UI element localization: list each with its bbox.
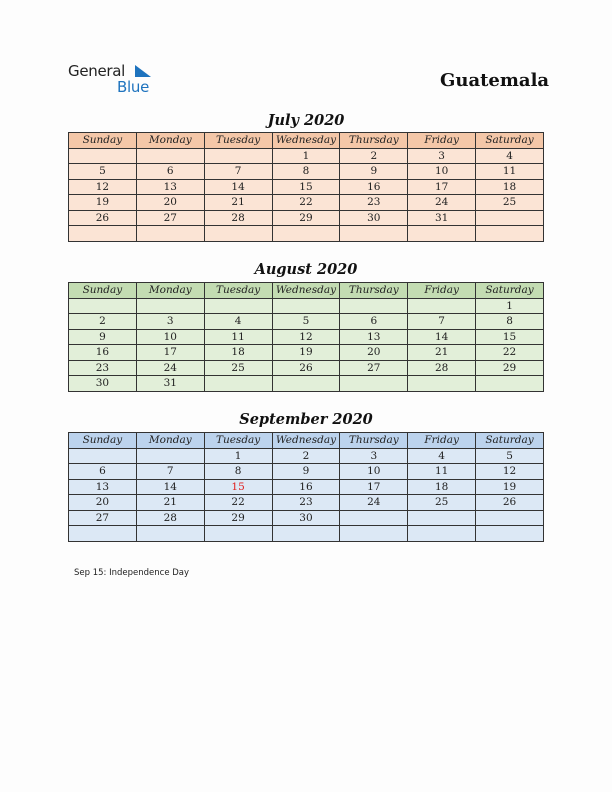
day-cell: 30 bbox=[69, 376, 137, 392]
day-cell bbox=[476, 526, 544, 542]
day-cell: 28 bbox=[204, 210, 272, 226]
day-cell: 9 bbox=[272, 464, 340, 480]
day-cell: 12 bbox=[69, 179, 137, 195]
day-cell: 20 bbox=[340, 345, 408, 361]
day-cell: 19 bbox=[69, 195, 137, 211]
day-cell: 5 bbox=[69, 164, 137, 180]
logo-text-blue: Blue bbox=[117, 78, 149, 96]
day-cell: 26 bbox=[272, 360, 340, 376]
day-cell bbox=[340, 376, 408, 392]
week-row bbox=[69, 195, 544, 211]
day-cell: 31 bbox=[136, 376, 204, 392]
weekday-header-row bbox=[69, 433, 544, 449]
day-cell bbox=[340, 298, 408, 314]
week-row bbox=[69, 148, 544, 164]
day-cell: 7 bbox=[204, 164, 272, 180]
day-cell bbox=[476, 210, 544, 226]
day-cell: 15 bbox=[272, 179, 340, 195]
week-row bbox=[69, 164, 544, 180]
calendar-july bbox=[68, 132, 544, 242]
weekday-header: Sunday bbox=[69, 283, 137, 299]
weekday-header: Saturday bbox=[476, 133, 544, 149]
day-cell bbox=[204, 298, 272, 314]
day-cell: 29 bbox=[476, 360, 544, 376]
weekday-header: Wednesday bbox=[272, 133, 340, 149]
day-cell: 1 bbox=[476, 298, 544, 314]
weekday-header: Wednesday bbox=[272, 283, 340, 299]
day-cell bbox=[272, 376, 340, 392]
day-cell: 16 bbox=[340, 179, 408, 195]
day-cell: 3 bbox=[136, 314, 204, 330]
day-cell: 20 bbox=[136, 195, 204, 211]
day-cell: 24 bbox=[136, 360, 204, 376]
day-cell: 6 bbox=[136, 164, 204, 180]
day-cell bbox=[136, 226, 204, 242]
day-cell: 18 bbox=[204, 345, 272, 361]
day-cell: 22 bbox=[476, 345, 544, 361]
weekday-header: Monday bbox=[136, 433, 204, 449]
day-cell: 15 bbox=[204, 479, 272, 495]
day-cell: 16 bbox=[69, 345, 137, 361]
weekday-header: Saturday bbox=[476, 283, 544, 299]
day-cell bbox=[408, 226, 476, 242]
day-cell: 2 bbox=[272, 448, 340, 464]
day-cell: 13 bbox=[136, 179, 204, 195]
day-cell: 1 bbox=[204, 448, 272, 464]
week-row bbox=[69, 510, 544, 526]
day-cell: 10 bbox=[340, 464, 408, 480]
day-cell: 13 bbox=[340, 329, 408, 345]
day-cell bbox=[69, 448, 137, 464]
day-cell: 3 bbox=[408, 148, 476, 164]
day-cell: 14 bbox=[204, 179, 272, 195]
day-cell: 13 bbox=[69, 479, 137, 495]
holiday-note: Sep 15: Independence Day bbox=[74, 568, 190, 578]
day-cell: 10 bbox=[408, 164, 476, 180]
day-cell: 8 bbox=[272, 164, 340, 180]
day-cell: 29 bbox=[204, 510, 272, 526]
day-cell: 4 bbox=[408, 448, 476, 464]
day-cell: 24 bbox=[340, 495, 408, 511]
day-cell: 17 bbox=[340, 479, 408, 495]
weekday-header: Friday bbox=[408, 133, 476, 149]
day-cell: 17 bbox=[408, 179, 476, 195]
day-cell: 22 bbox=[204, 495, 272, 511]
calendar-september bbox=[68, 432, 544, 542]
day-cell: 2 bbox=[69, 314, 137, 330]
day-cell bbox=[69, 226, 137, 242]
day-cell: 2 bbox=[340, 148, 408, 164]
day-cell: 8 bbox=[204, 464, 272, 480]
logo-triangle-icon bbox=[134, 64, 152, 78]
day-cell: 9 bbox=[69, 329, 137, 345]
logo-text-general: General bbox=[68, 62, 126, 80]
day-cell: 1 bbox=[272, 148, 340, 164]
day-cell: 7 bbox=[136, 464, 204, 480]
day-cell bbox=[476, 226, 544, 242]
day-cell bbox=[204, 148, 272, 164]
day-cell bbox=[69, 526, 137, 542]
day-cell bbox=[204, 526, 272, 542]
day-cell: 4 bbox=[476, 148, 544, 164]
weekday-header: Monday bbox=[136, 133, 204, 149]
day-cell bbox=[272, 526, 340, 542]
month-title-september: September 2020 bbox=[239, 411, 373, 428]
day-cell bbox=[69, 148, 137, 164]
day-cell bbox=[204, 226, 272, 242]
day-cell: 25 bbox=[408, 495, 476, 511]
day-cell: 30 bbox=[340, 210, 408, 226]
week-row bbox=[69, 210, 544, 226]
day-cell bbox=[340, 526, 408, 542]
day-cell bbox=[204, 376, 272, 392]
weekday-header: Tuesday bbox=[204, 433, 272, 449]
day-cell: 15 bbox=[476, 329, 544, 345]
weekday-header: Wednesday bbox=[272, 433, 340, 449]
day-cell: 29 bbox=[272, 210, 340, 226]
day-cell bbox=[136, 298, 204, 314]
day-cell: 28 bbox=[136, 510, 204, 526]
day-cell: 21 bbox=[136, 495, 204, 511]
day-cell: 22 bbox=[272, 195, 340, 211]
day-cell: 5 bbox=[476, 448, 544, 464]
day-cell: 21 bbox=[204, 195, 272, 211]
day-cell: 31 bbox=[408, 210, 476, 226]
day-cell: 9 bbox=[340, 164, 408, 180]
country-title: Guatemala bbox=[440, 70, 550, 91]
week-row bbox=[69, 345, 544, 361]
weekday-header-row bbox=[69, 133, 544, 149]
day-cell bbox=[69, 298, 137, 314]
week-row bbox=[69, 314, 544, 330]
week-row bbox=[69, 329, 544, 345]
week-row bbox=[69, 376, 544, 392]
week-row bbox=[69, 479, 544, 495]
day-cell: 26 bbox=[476, 495, 544, 511]
weekday-header: Thursday bbox=[340, 283, 408, 299]
day-cell bbox=[476, 510, 544, 526]
day-cell: 18 bbox=[408, 479, 476, 495]
weekday-header: Tuesday bbox=[204, 133, 272, 149]
day-cell bbox=[340, 510, 408, 526]
day-cell: 18 bbox=[476, 179, 544, 195]
generalblue-logo bbox=[68, 62, 168, 96]
day-cell bbox=[136, 448, 204, 464]
day-cell: 17 bbox=[136, 345, 204, 361]
day-cell: 11 bbox=[204, 329, 272, 345]
day-cell: 24 bbox=[408, 195, 476, 211]
day-cell bbox=[136, 148, 204, 164]
day-cell: 23 bbox=[340, 195, 408, 211]
weekday-header: Thursday bbox=[340, 433, 408, 449]
day-cell bbox=[272, 226, 340, 242]
day-cell: 30 bbox=[272, 510, 340, 526]
day-cell: 27 bbox=[340, 360, 408, 376]
weekday-header: Friday bbox=[408, 433, 476, 449]
week-row bbox=[69, 298, 544, 314]
day-cell bbox=[408, 298, 476, 314]
day-cell: 7 bbox=[408, 314, 476, 330]
weekday-header: Sunday bbox=[69, 433, 137, 449]
day-cell bbox=[408, 376, 476, 392]
day-cell: 19 bbox=[272, 345, 340, 361]
weekday-header: Friday bbox=[408, 283, 476, 299]
day-cell bbox=[408, 510, 476, 526]
weekday-header: Monday bbox=[136, 283, 204, 299]
day-cell: 6 bbox=[69, 464, 137, 480]
day-cell bbox=[408, 526, 476, 542]
day-cell: 25 bbox=[476, 195, 544, 211]
day-cell: 23 bbox=[272, 495, 340, 511]
day-cell: 6 bbox=[340, 314, 408, 330]
month-title-august: August 2020 bbox=[254, 261, 358, 278]
week-row bbox=[69, 526, 544, 542]
weekday-header-row bbox=[69, 283, 544, 299]
day-cell: 3 bbox=[340, 448, 408, 464]
week-row bbox=[69, 448, 544, 464]
weekday-header: Tuesday bbox=[204, 283, 272, 299]
day-cell: 27 bbox=[136, 210, 204, 226]
day-cell bbox=[476, 376, 544, 392]
day-cell: 5 bbox=[272, 314, 340, 330]
weekday-header: Saturday bbox=[476, 433, 544, 449]
week-row bbox=[69, 464, 544, 480]
weekday-header: Thursday bbox=[340, 133, 408, 149]
day-cell: 8 bbox=[476, 314, 544, 330]
day-cell: 16 bbox=[272, 479, 340, 495]
day-cell: 11 bbox=[408, 464, 476, 480]
calendar-august bbox=[68, 282, 544, 392]
day-cell bbox=[272, 298, 340, 314]
day-cell: 21 bbox=[408, 345, 476, 361]
weekday-header: Sunday bbox=[69, 133, 137, 149]
day-cell bbox=[340, 226, 408, 242]
month-title-july: July 2020 bbox=[267, 112, 345, 129]
day-cell: 19 bbox=[476, 479, 544, 495]
day-cell: 4 bbox=[204, 314, 272, 330]
day-cell: 25 bbox=[204, 360, 272, 376]
day-cell: 12 bbox=[272, 329, 340, 345]
day-cell: 20 bbox=[69, 495, 137, 511]
day-cell: 14 bbox=[136, 479, 204, 495]
week-row bbox=[69, 495, 544, 511]
day-cell: 10 bbox=[136, 329, 204, 345]
week-row bbox=[69, 226, 544, 242]
day-cell: 23 bbox=[69, 360, 137, 376]
day-cell: 14 bbox=[408, 329, 476, 345]
day-cell: 27 bbox=[69, 510, 137, 526]
day-cell: 11 bbox=[476, 164, 544, 180]
day-cell: 26 bbox=[69, 210, 137, 226]
week-row bbox=[69, 360, 544, 376]
week-row bbox=[69, 179, 544, 195]
day-cell bbox=[136, 526, 204, 542]
day-cell: 12 bbox=[476, 464, 544, 480]
day-cell: 28 bbox=[408, 360, 476, 376]
